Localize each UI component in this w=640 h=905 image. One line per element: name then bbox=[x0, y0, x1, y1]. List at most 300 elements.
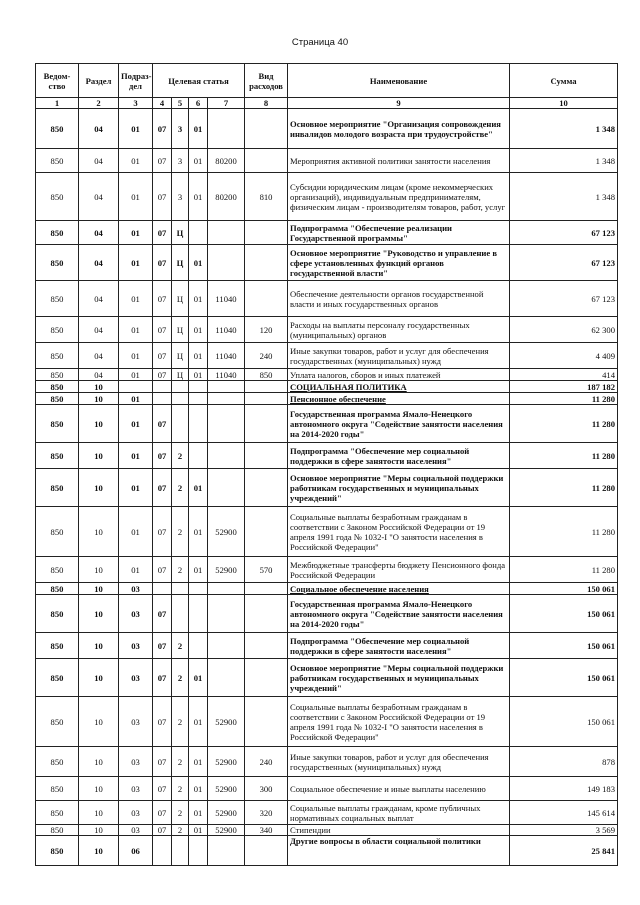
cell-direction bbox=[208, 109, 245, 149]
cell-expense-type bbox=[245, 836, 288, 866]
cell-amount: 878 bbox=[510, 747, 618, 777]
cell-program: 07 bbox=[153, 281, 172, 317]
cell-expense-type bbox=[245, 109, 288, 149]
cell-subsection: 03 bbox=[119, 697, 153, 747]
cell-measure: 01 bbox=[189, 825, 208, 836]
cell-amount: 1 348 bbox=[510, 173, 618, 221]
cell-name: Расходы на выплаты персоналу государственных (муниципальных) органов bbox=[288, 317, 510, 343]
cell-department: 850 bbox=[36, 281, 79, 317]
cell-program: 07 bbox=[153, 777, 172, 801]
cell-name: Социальные выплаты гражданам, кроме публичных нормативных социальных выплат bbox=[288, 801, 510, 825]
cell-subsection: 01 bbox=[119, 149, 153, 173]
cell-section: 10 bbox=[79, 801, 119, 825]
cell-expense-type: 120 bbox=[245, 317, 288, 343]
cell-direction: 80200 bbox=[208, 173, 245, 221]
cell-name: Обеспечение деятельности органов государственной власти и иных государственных органов bbox=[288, 281, 510, 317]
cell-amount: 1 348 bbox=[510, 109, 618, 149]
cell-measure: 01 bbox=[189, 149, 208, 173]
cell-department: 850 bbox=[36, 777, 79, 801]
cell-program: 07 bbox=[153, 595, 172, 633]
cell-direction bbox=[208, 469, 245, 507]
cell-program: 07 bbox=[153, 173, 172, 221]
cell-measure: 01 bbox=[189, 747, 208, 777]
table-row bbox=[36, 633, 618, 659]
cell-name: Стипендии bbox=[288, 825, 510, 836]
cell-amount: 11 280 bbox=[510, 393, 618, 405]
cell-program: 07 bbox=[153, 633, 172, 659]
cell-expense-type: 300 bbox=[245, 777, 288, 801]
cell-subprogram: 2 bbox=[172, 443, 189, 469]
cell-expense-type: 240 bbox=[245, 747, 288, 777]
cell-name: Основное мероприятие "Руководство и управление в сфере установленных функций органов государственной власти" bbox=[288, 245, 510, 281]
cell-measure: 01 bbox=[189, 507, 208, 557]
cell-section: 04 bbox=[79, 343, 119, 369]
cell-direction bbox=[208, 381, 245, 393]
cell-expense-type bbox=[245, 381, 288, 393]
cell-program: 07 bbox=[153, 443, 172, 469]
cell-department: 850 bbox=[36, 659, 79, 697]
cell-section: 10 bbox=[79, 507, 119, 557]
cell-measure: 01 bbox=[189, 697, 208, 747]
cell-amount: 67 123 bbox=[510, 281, 618, 317]
cell-program: 07 bbox=[153, 557, 172, 583]
cell-name: Государственная программа Ямало-Ненецкого автономного округа "Содействие занятости населения на 2014-2020 годы" bbox=[288, 595, 510, 633]
cell-section: 10 bbox=[79, 381, 119, 393]
cell-expense-type: 240 bbox=[245, 343, 288, 369]
cell-expense-type: 570 bbox=[245, 557, 288, 583]
cell-subprogram bbox=[172, 393, 189, 405]
cell-amount: 150 061 bbox=[510, 633, 618, 659]
cell-program: 07 bbox=[153, 825, 172, 836]
cell-subprogram: 2 bbox=[172, 801, 189, 825]
cell-program: 07 bbox=[153, 659, 172, 697]
cell-subsection: 01 bbox=[119, 507, 153, 557]
header-department: Ведом-ство bbox=[36, 64, 79, 98]
cell-subprogram: 2 bbox=[172, 747, 189, 777]
cell-direction: 52900 bbox=[208, 777, 245, 801]
cell-direction: 52900 bbox=[208, 697, 245, 747]
cell-expense-type bbox=[245, 405, 288, 443]
cell-amount: 145 614 bbox=[510, 801, 618, 825]
cell-department: 850 bbox=[36, 381, 79, 393]
cell-direction: 11040 bbox=[208, 343, 245, 369]
cell-name: Подпрограмма "Обеспечение мер социальной поддержки в сфере занятости населения" bbox=[288, 443, 510, 469]
cell-direction: 52900 bbox=[208, 801, 245, 825]
page-number: Страница 40 bbox=[291, 37, 349, 48]
cell-amount: 149 183 bbox=[510, 777, 618, 801]
table-row bbox=[36, 507, 618, 557]
cell-subsection: 03 bbox=[119, 633, 153, 659]
cell-section: 10 bbox=[79, 595, 119, 633]
cell-program bbox=[153, 836, 172, 866]
cell-section: 10 bbox=[79, 469, 119, 507]
table-row bbox=[36, 659, 618, 697]
table-row bbox=[36, 801, 618, 825]
col-number: 4 bbox=[153, 98, 172, 109]
cell-program: 07 bbox=[153, 343, 172, 369]
cell-subsection: 01 bbox=[119, 281, 153, 317]
table-row bbox=[36, 221, 618, 245]
cell-measure bbox=[189, 633, 208, 659]
cell-name: Уплата налогов, сборов и иных платежей bbox=[288, 369, 510, 381]
cell-department: 850 bbox=[36, 747, 79, 777]
cell-name: Иные закупки товаров, работ и услуг для обеспечения государственных (муниципальных) нужд bbox=[288, 747, 510, 777]
cell-measure bbox=[189, 405, 208, 443]
cell-name: Основное мероприятие "Меры социальной поддержки работникам государственных и муниципальных учреждений" bbox=[288, 659, 510, 697]
budget-table bbox=[35, 63, 618, 866]
cell-department: 850 bbox=[36, 405, 79, 443]
table-row bbox=[36, 747, 618, 777]
cell-program: 07 bbox=[153, 747, 172, 777]
cell-subprogram: Ц bbox=[172, 343, 189, 369]
cell-amount: 11 280 bbox=[510, 469, 618, 507]
table-row bbox=[36, 583, 618, 595]
cell-direction: 52900 bbox=[208, 557, 245, 583]
cell-subprogram: Ц bbox=[172, 245, 189, 281]
cell-expense-type bbox=[245, 469, 288, 507]
cell-amount: 414 bbox=[510, 369, 618, 381]
cell-direction bbox=[208, 221, 245, 245]
cell-expense-type: 320 bbox=[245, 801, 288, 825]
cell-direction bbox=[208, 443, 245, 469]
cell-measure: 01 bbox=[189, 801, 208, 825]
cell-section: 04 bbox=[79, 173, 119, 221]
cell-department: 850 bbox=[36, 469, 79, 507]
col-number: 7 bbox=[208, 98, 245, 109]
cell-subsection: 01 bbox=[119, 469, 153, 507]
cell-expense-type bbox=[245, 595, 288, 633]
cell-department: 850 bbox=[36, 343, 79, 369]
cell-subsection: 03 bbox=[119, 801, 153, 825]
cell-department: 850 bbox=[36, 825, 79, 836]
cell-department: 850 bbox=[36, 221, 79, 245]
cell-amount: 187 182 bbox=[510, 381, 618, 393]
table-row bbox=[36, 343, 618, 369]
cell-direction: 52900 bbox=[208, 507, 245, 557]
cell-section: 10 bbox=[79, 443, 119, 469]
cell-subprogram bbox=[172, 595, 189, 633]
cell-amount: 67 123 bbox=[510, 245, 618, 281]
cell-section: 04 bbox=[79, 369, 119, 381]
table-row bbox=[36, 317, 618, 343]
cell-measure bbox=[189, 443, 208, 469]
cell-subprogram: 2 bbox=[172, 825, 189, 836]
cell-subprogram: 2 bbox=[172, 777, 189, 801]
cell-department: 850 bbox=[36, 245, 79, 281]
cell-section: 10 bbox=[79, 697, 119, 747]
cell-direction: 80200 bbox=[208, 149, 245, 173]
cell-subprogram: 2 bbox=[172, 469, 189, 507]
cell-section: 04 bbox=[79, 221, 119, 245]
cell-program: 07 bbox=[153, 697, 172, 747]
cell-name: Пенсионное обеспечение bbox=[288, 393, 510, 405]
cell-department: 850 bbox=[36, 583, 79, 595]
cell-name: Мероприятия активной политики занятости населения bbox=[288, 149, 510, 173]
cell-subsection: 03 bbox=[119, 659, 153, 697]
header-expense-type: Вид расходов bbox=[245, 64, 288, 98]
cell-measure bbox=[189, 381, 208, 393]
cell-expense-type: 810 bbox=[245, 173, 288, 221]
cell-measure bbox=[189, 595, 208, 633]
cell-subsection: 03 bbox=[119, 777, 153, 801]
cell-program: 07 bbox=[153, 507, 172, 557]
cell-subsection: 01 bbox=[119, 245, 153, 281]
cell-amount: 4 409 bbox=[510, 343, 618, 369]
col-number: 1 bbox=[36, 98, 79, 109]
cell-measure bbox=[189, 393, 208, 405]
table-row bbox=[36, 777, 618, 801]
cell-program: 07 bbox=[153, 109, 172, 149]
cell-subsection: 03 bbox=[119, 825, 153, 836]
cell-expense-type bbox=[245, 393, 288, 405]
cell-department: 850 bbox=[36, 317, 79, 343]
cell-measure: 01 bbox=[189, 281, 208, 317]
cell-section: 04 bbox=[79, 317, 119, 343]
header-name: Наименование bbox=[288, 64, 510, 98]
cell-name: Основное мероприятие "Организация сопровождения инвалидов молодого возраста при трудоустройстве" bbox=[288, 109, 510, 149]
cell-subsection: 03 bbox=[119, 747, 153, 777]
cell-department: 850 bbox=[36, 507, 79, 557]
table-row bbox=[36, 173, 618, 221]
cell-department: 850 bbox=[36, 697, 79, 747]
cell-department: 850 bbox=[36, 595, 79, 633]
cell-section: 10 bbox=[79, 836, 119, 866]
cell-program: 07 bbox=[153, 369, 172, 381]
cell-measure: 01 bbox=[189, 557, 208, 583]
table-row bbox=[36, 443, 618, 469]
cell-expense-type bbox=[245, 659, 288, 697]
cell-direction: 11040 bbox=[208, 369, 245, 381]
header-numbers-row bbox=[36, 98, 618, 109]
cell-program: 07 bbox=[153, 469, 172, 507]
cell-subprogram bbox=[172, 405, 189, 443]
cell-name: Социальное обеспечение населения bbox=[288, 583, 510, 595]
cell-department: 850 bbox=[36, 633, 79, 659]
cell-measure: 01 bbox=[189, 343, 208, 369]
cell-department: 850 bbox=[36, 109, 79, 149]
table-row bbox=[36, 381, 618, 393]
cell-subsection: 01 bbox=[119, 369, 153, 381]
cell-subsection: 01 bbox=[119, 405, 153, 443]
cell-program bbox=[153, 381, 172, 393]
cell-subsection: 01 bbox=[119, 221, 153, 245]
cell-department: 850 bbox=[36, 557, 79, 583]
cell-subsection bbox=[119, 381, 153, 393]
cell-name: Социальные выплаты безработным гражданам в соответствии с Законом Российской Федерации от 19 апреля 1991 года № 1032-I "О занятости населения в Российской Федерации" bbox=[288, 697, 510, 747]
cell-section: 04 bbox=[79, 149, 119, 173]
cell-expense-type bbox=[245, 281, 288, 317]
cell-amount: 150 061 bbox=[510, 659, 618, 697]
cell-direction: 11040 bbox=[208, 317, 245, 343]
cell-department: 850 bbox=[36, 801, 79, 825]
cell-program: 07 bbox=[153, 245, 172, 281]
cell-amount: 11 280 bbox=[510, 557, 618, 583]
cell-department: 850 bbox=[36, 393, 79, 405]
cell-program: 07 bbox=[153, 221, 172, 245]
table-row bbox=[36, 825, 618, 836]
cell-amount: 11 280 bbox=[510, 405, 618, 443]
col-number: 2 bbox=[79, 98, 119, 109]
cell-amount: 25 841 bbox=[510, 836, 618, 866]
cell-program: 07 bbox=[153, 801, 172, 825]
header-section: Раздел bbox=[79, 64, 119, 98]
table-row bbox=[36, 557, 618, 583]
table-row bbox=[36, 109, 618, 149]
cell-subsection: 01 bbox=[119, 443, 153, 469]
cell-section: 04 bbox=[79, 109, 119, 149]
cell-section: 10 bbox=[79, 583, 119, 595]
cell-name: Государственная программа Ямало-Ненецкого автономного округа "Содействие занятости населения на 2014-2020 годы" bbox=[288, 405, 510, 443]
cell-section: 10 bbox=[79, 633, 119, 659]
col-number: 9 bbox=[288, 98, 510, 109]
cell-amount: 1 348 bbox=[510, 149, 618, 173]
cell-measure: 01 bbox=[189, 777, 208, 801]
cell-subsection: 03 bbox=[119, 595, 153, 633]
cell-direction bbox=[208, 659, 245, 697]
cell-name: Межбюджетные трансферты бюджету Пенсионного фонда Российской Федерации bbox=[288, 557, 510, 583]
cell-measure bbox=[189, 221, 208, 245]
cell-program: 07 bbox=[153, 405, 172, 443]
cell-name: Субсидии юридическим лицам (кроме некоммерческих организаций), индивидуальным предпринимателям, физическим лицам - производителям товаров, работ, услуг bbox=[288, 173, 510, 221]
cell-name: Социальное обеспечение и иные выплаты населению bbox=[288, 777, 510, 801]
cell-department: 850 bbox=[36, 369, 79, 381]
cell-department: 850 bbox=[36, 836, 79, 866]
cell-direction: 52900 bbox=[208, 747, 245, 777]
cell-section: 10 bbox=[79, 393, 119, 405]
cell-direction bbox=[208, 836, 245, 866]
col-number: 5 bbox=[172, 98, 189, 109]
cell-subsection: 01 bbox=[119, 557, 153, 583]
col-number: 10 bbox=[510, 98, 618, 109]
cell-measure bbox=[189, 836, 208, 866]
cell-department: 850 bbox=[36, 149, 79, 173]
table-row bbox=[36, 595, 618, 633]
cell-department: 850 bbox=[36, 173, 79, 221]
col-number: 8 bbox=[245, 98, 288, 109]
cell-subprogram: 3 bbox=[172, 109, 189, 149]
cell-measure: 01 bbox=[189, 469, 208, 507]
table-row bbox=[36, 836, 618, 866]
cell-direction bbox=[208, 245, 245, 281]
cell-expense-type bbox=[245, 633, 288, 659]
cell-subsection: 01 bbox=[119, 343, 153, 369]
cell-measure: 01 bbox=[189, 173, 208, 221]
cell-expense-type bbox=[245, 245, 288, 281]
cell-amount: 150 061 bbox=[510, 595, 618, 633]
cell-subsection: 01 bbox=[119, 173, 153, 221]
table-row bbox=[36, 245, 618, 281]
cell-measure: 01 bbox=[189, 109, 208, 149]
cell-amount: 11 280 bbox=[510, 507, 618, 557]
cell-direction bbox=[208, 583, 245, 595]
cell-program bbox=[153, 393, 172, 405]
cell-amount: 11 280 bbox=[510, 443, 618, 469]
cell-subprogram: 2 bbox=[172, 659, 189, 697]
cell-direction: 52900 bbox=[208, 825, 245, 836]
cell-expense-type bbox=[245, 443, 288, 469]
col-number: 3 bbox=[119, 98, 153, 109]
table-row bbox=[36, 369, 618, 381]
cell-subsection: 06 bbox=[119, 836, 153, 866]
cell-measure: 01 bbox=[189, 659, 208, 697]
cell-subprogram: Ц bbox=[172, 281, 189, 317]
cell-name: Иные закупки товаров, работ и услуг для обеспечения государственных (муниципальных) нужд bbox=[288, 343, 510, 369]
cell-expense-type: 340 bbox=[245, 825, 288, 836]
table-row bbox=[36, 469, 618, 507]
cell-program bbox=[153, 583, 172, 595]
cell-amount: 62 300 bbox=[510, 317, 618, 343]
cell-amount: 150 061 bbox=[510, 697, 618, 747]
cell-name: Основное мероприятие "Меры социальной поддержки работникам государственных и муниципальных учреждений" bbox=[288, 469, 510, 507]
cell-program: 07 bbox=[153, 149, 172, 173]
cell-section: 10 bbox=[79, 777, 119, 801]
table-row bbox=[36, 393, 618, 405]
cell-subsection: 01 bbox=[119, 393, 153, 405]
cell-direction bbox=[208, 595, 245, 633]
cell-subprogram bbox=[172, 381, 189, 393]
cell-name: Подпрограмма "Обеспечение реализации Государственной программы" bbox=[288, 221, 510, 245]
cell-program: 07 bbox=[153, 317, 172, 343]
cell-expense-type bbox=[245, 149, 288, 173]
table-row bbox=[36, 405, 618, 443]
table-row bbox=[36, 697, 618, 747]
table-row bbox=[36, 149, 618, 173]
cell-section: 04 bbox=[79, 245, 119, 281]
cell-name: СОЦИАЛЬНАЯ ПОЛИТИКА bbox=[288, 381, 510, 393]
cell-measure: 01 bbox=[189, 245, 208, 281]
cell-expense-type bbox=[245, 507, 288, 557]
cell-measure: 01 bbox=[189, 369, 208, 381]
cell-direction bbox=[208, 633, 245, 659]
cell-amount: 150 061 bbox=[510, 583, 618, 595]
cell-expense-type bbox=[245, 221, 288, 245]
col-number: 6 bbox=[189, 98, 208, 109]
cell-subprogram: Ц bbox=[172, 317, 189, 343]
cell-direction bbox=[208, 393, 245, 405]
cell-department: 850 bbox=[36, 443, 79, 469]
cell-subprogram: 3 bbox=[172, 149, 189, 173]
cell-amount: 3 569 bbox=[510, 825, 618, 836]
cell-subprogram bbox=[172, 583, 189, 595]
header-target-item: Целевая статья bbox=[153, 64, 245, 98]
cell-section: 10 bbox=[79, 825, 119, 836]
table-row bbox=[36, 281, 618, 317]
cell-name: Социальные выплаты безработным гражданам в соответствии с Законом Российской Федерации от 19 апреля 1991 года № 1032-I "О занятости населения в Российской Федерации" bbox=[288, 507, 510, 557]
cell-subprogram: 2 bbox=[172, 557, 189, 583]
cell-expense-type bbox=[245, 583, 288, 595]
cell-measure bbox=[189, 583, 208, 595]
cell-subsection: 01 bbox=[119, 109, 153, 149]
cell-expense-type: 850 bbox=[245, 369, 288, 381]
cell-subprogram: 2 bbox=[172, 633, 189, 659]
cell-subprogram: Ц bbox=[172, 369, 189, 381]
cell-section: 10 bbox=[79, 659, 119, 697]
cell-subprogram: Ц bbox=[172, 221, 189, 245]
cell-amount: 67 123 bbox=[510, 221, 618, 245]
cell-direction: 11040 bbox=[208, 281, 245, 317]
cell-section: 10 bbox=[79, 747, 119, 777]
cell-section: 10 bbox=[79, 405, 119, 443]
cell-subsection: 03 bbox=[119, 583, 153, 595]
cell-subsection: 01 bbox=[119, 317, 153, 343]
cell-subprogram bbox=[172, 836, 189, 866]
cell-name: Подпрограмма "Обеспечение мер социальной поддержки в сфере занятости населения" bbox=[288, 633, 510, 659]
header-amount: Сумма bbox=[510, 64, 618, 98]
cell-section: 10 bbox=[79, 557, 119, 583]
header-subsection: Подраз-дел bbox=[119, 64, 153, 98]
cell-measure: 01 bbox=[189, 317, 208, 343]
cell-subprogram: 2 bbox=[172, 697, 189, 747]
